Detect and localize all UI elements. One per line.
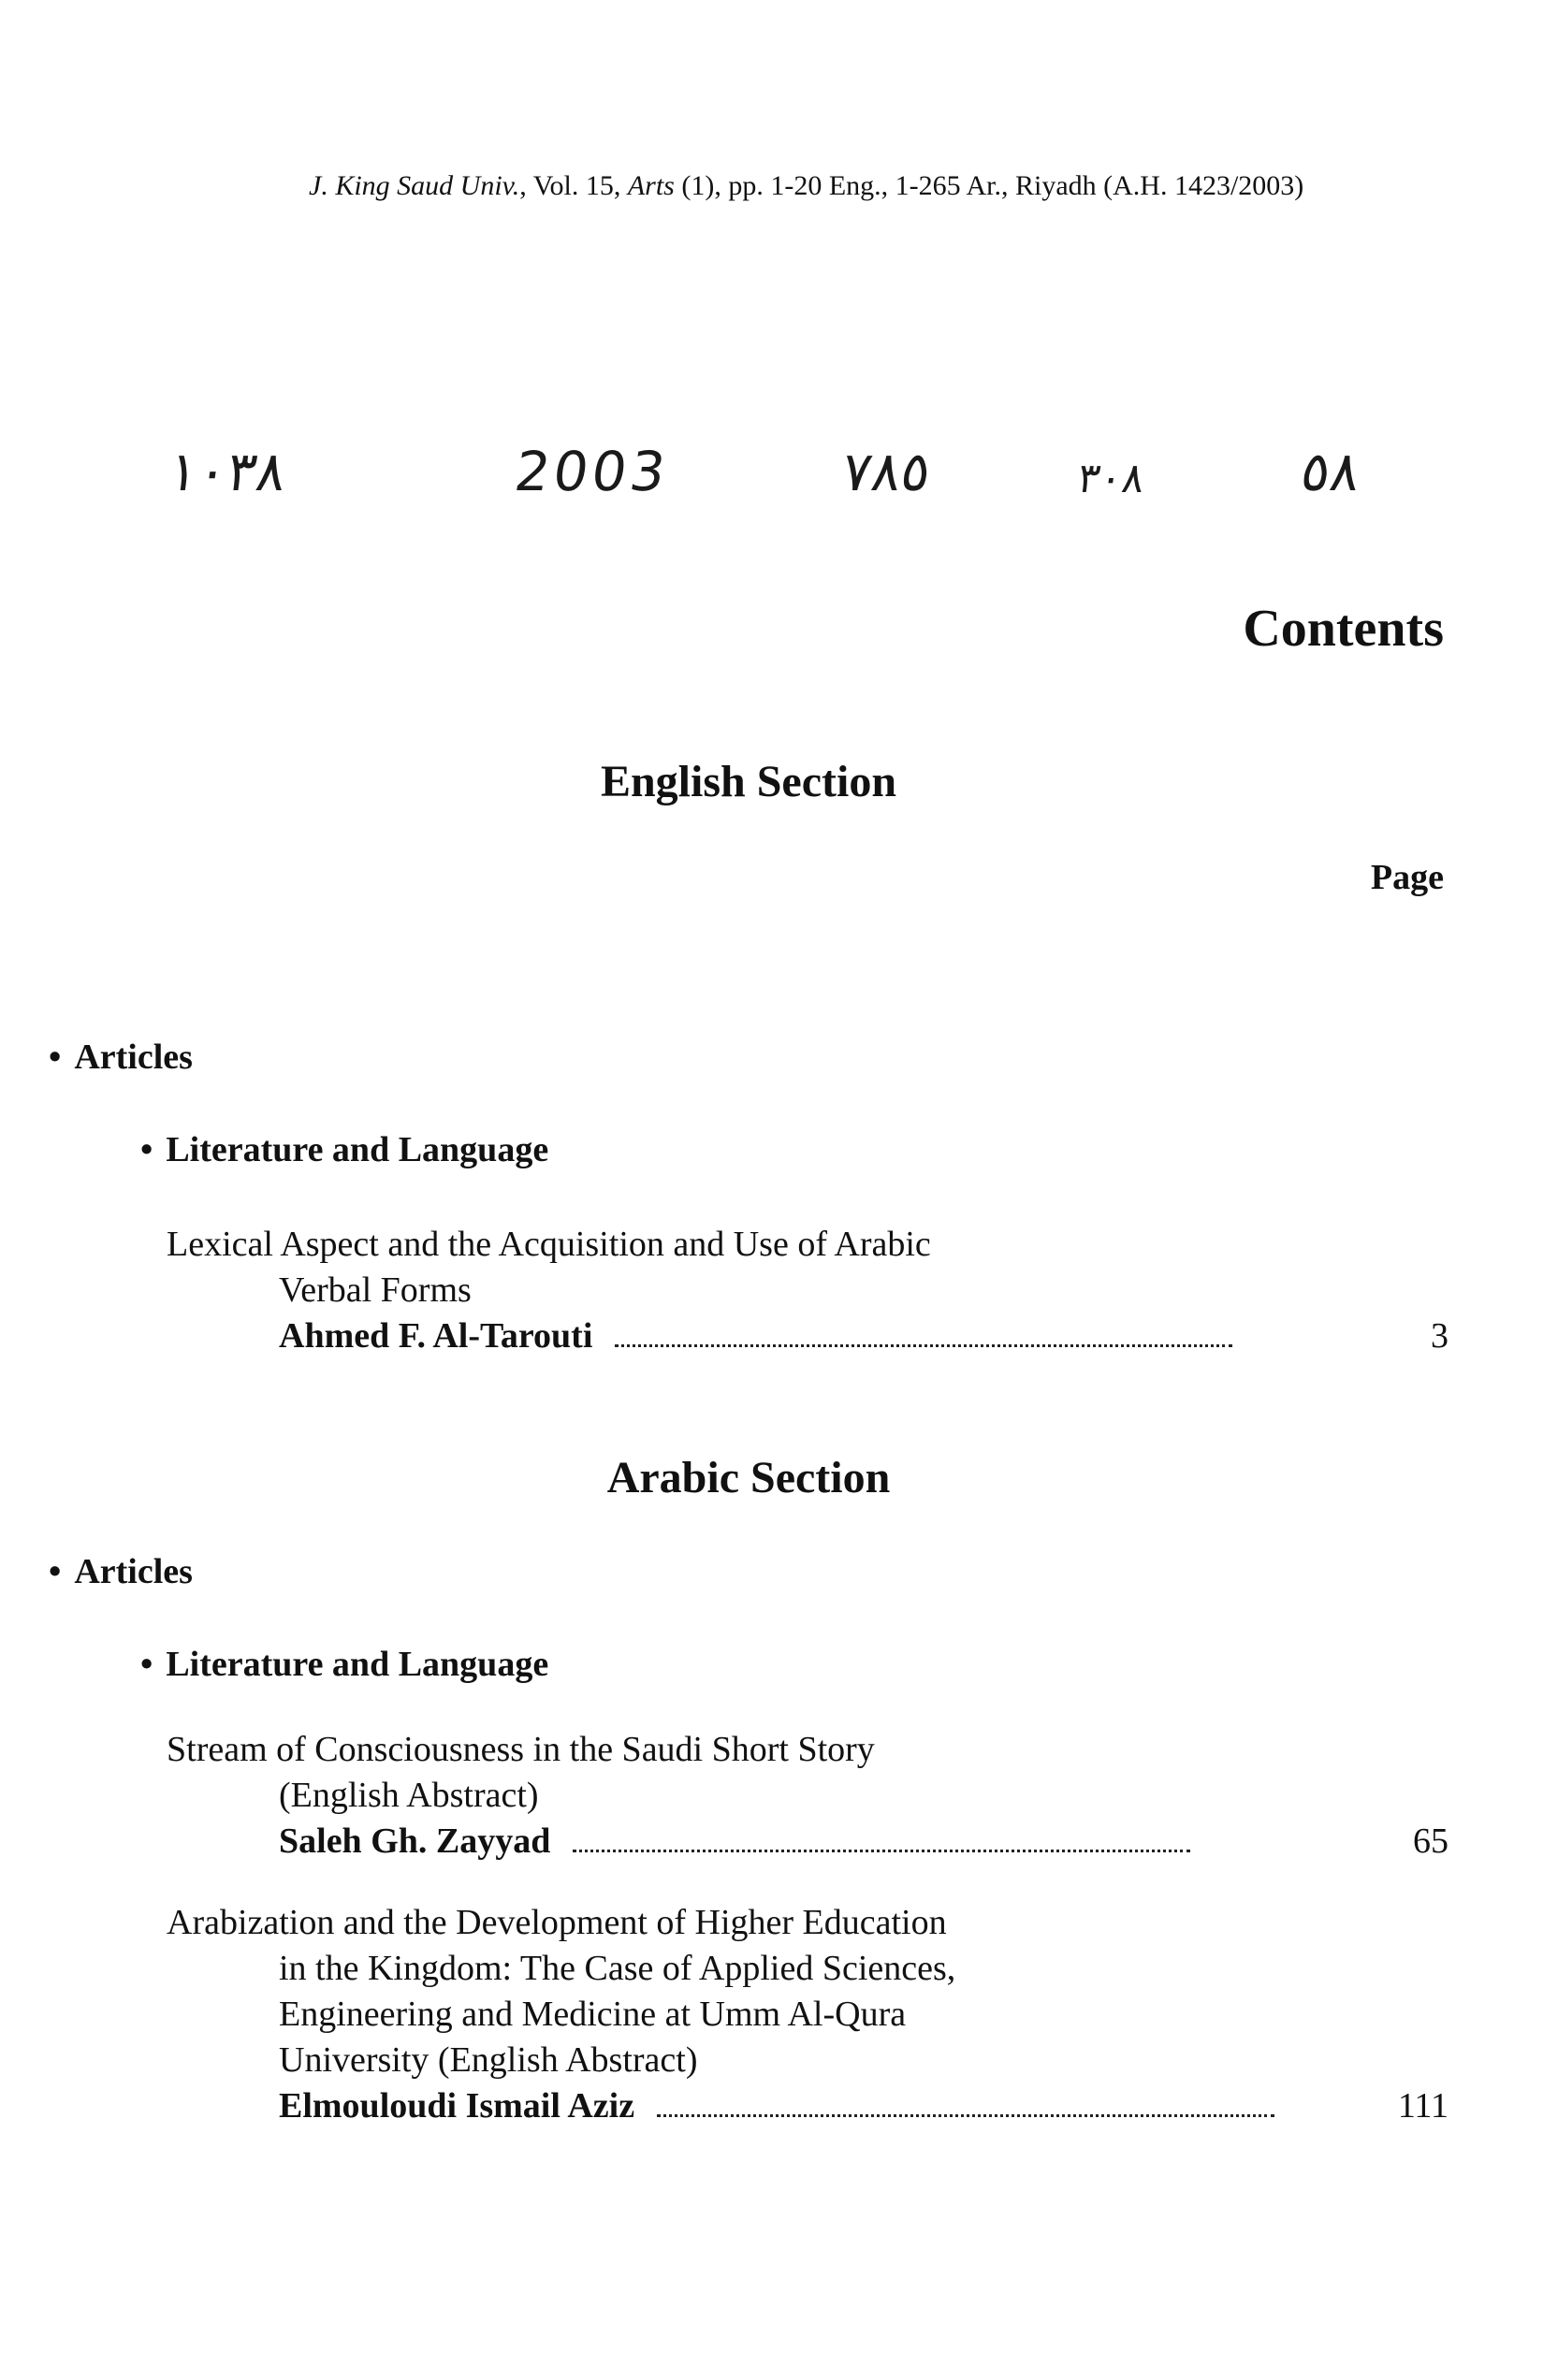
entry-author: Saleh Gh. Zayyad [279,1821,551,1861]
page-column-label: Page [1370,858,1444,897]
entry-title-line: Arabization and the Development of Higher Education [167,1903,947,1942]
bullet-icon: • [140,1645,153,1684]
arabic-category-label: Literature and Language [166,1645,549,1684]
entry-title-line: (English Abstract) [279,1776,539,1815]
english-articles-heading [49,1037,193,1078]
handwritten-note-5: ٥٨ [1297,440,1364,503]
arabic-section-title: Arabic Section [606,1453,891,1502]
dot-leader [573,1850,1190,1852]
entry-title-line: Stream of Consciousness in the Saudi Short Story [167,1730,875,1769]
dot-leader [615,1344,1232,1347]
handwritten-note-3: ٧٨٥ [838,440,936,503]
journal-name: J. King Saud Univ. [309,170,520,201]
entry-author: Elmouloudi Ismail Aziz [279,2086,635,2126]
entry-title-line: Lexical Aspect and the Acquisition and Use of Arabic [167,1225,931,1264]
entry-page-number: 3 [1431,1316,1448,1356]
entry-author-row [167,1313,1448,1359]
bullet-icon: • [49,1552,62,1591]
toc-entry[interactable] [167,1900,1448,2129]
english-section-title: English Section [600,757,897,806]
entry-page-number: 111 [1397,2086,1448,2126]
arabic-articles-heading [49,1551,193,1592]
entry-title-line: University (English Abstract) [279,2040,698,2080]
toc-entry[interactable] [167,1222,1448,1359]
entry-author-row [167,1819,1448,1865]
issue-info: (1), pp. 1-20 Eng., 1-265 Ar., Riyadh (A.H. 1423/2003) [674,170,1304,201]
volume-info: , Vol. 15, [519,170,628,201]
handwritten-note-4: ٣٠٨ [1074,455,1148,502]
arabic-articles-label: Articles [74,1552,193,1591]
entry-title-line: Engineering and Medicine at Umm Al-Qura [279,1995,907,2034]
toc-entry[interactable] [167,1727,1448,1865]
bullet-icon: • [49,1038,62,1077]
entry-page-number: 65 [1413,1821,1448,1861]
contents-title: Contents [1243,600,1444,658]
arabic-category-heading [140,1644,548,1685]
english-articles-label: Articles [74,1038,193,1077]
entry-title-line: in the Kingdom: The Case of Applied Sciences, [279,1949,956,1988]
english-category-heading [140,1129,548,1170]
bullet-icon: • [140,1130,153,1169]
entry-author: Ahmed F. Al-Tarouti [279,1316,593,1356]
entry-title-line: Verbal Forms [279,1270,472,1310]
handwritten-note-2: 2003 [511,440,674,503]
english-category-label: Literature and Language [166,1130,549,1169]
running-header [309,170,1303,202]
handwritten-note-1: ١٠٣٨ [165,440,291,503]
entry-author-row [167,2083,1448,2129]
arts-label: Arts [627,170,675,201]
dot-leader [657,2114,1274,2117]
